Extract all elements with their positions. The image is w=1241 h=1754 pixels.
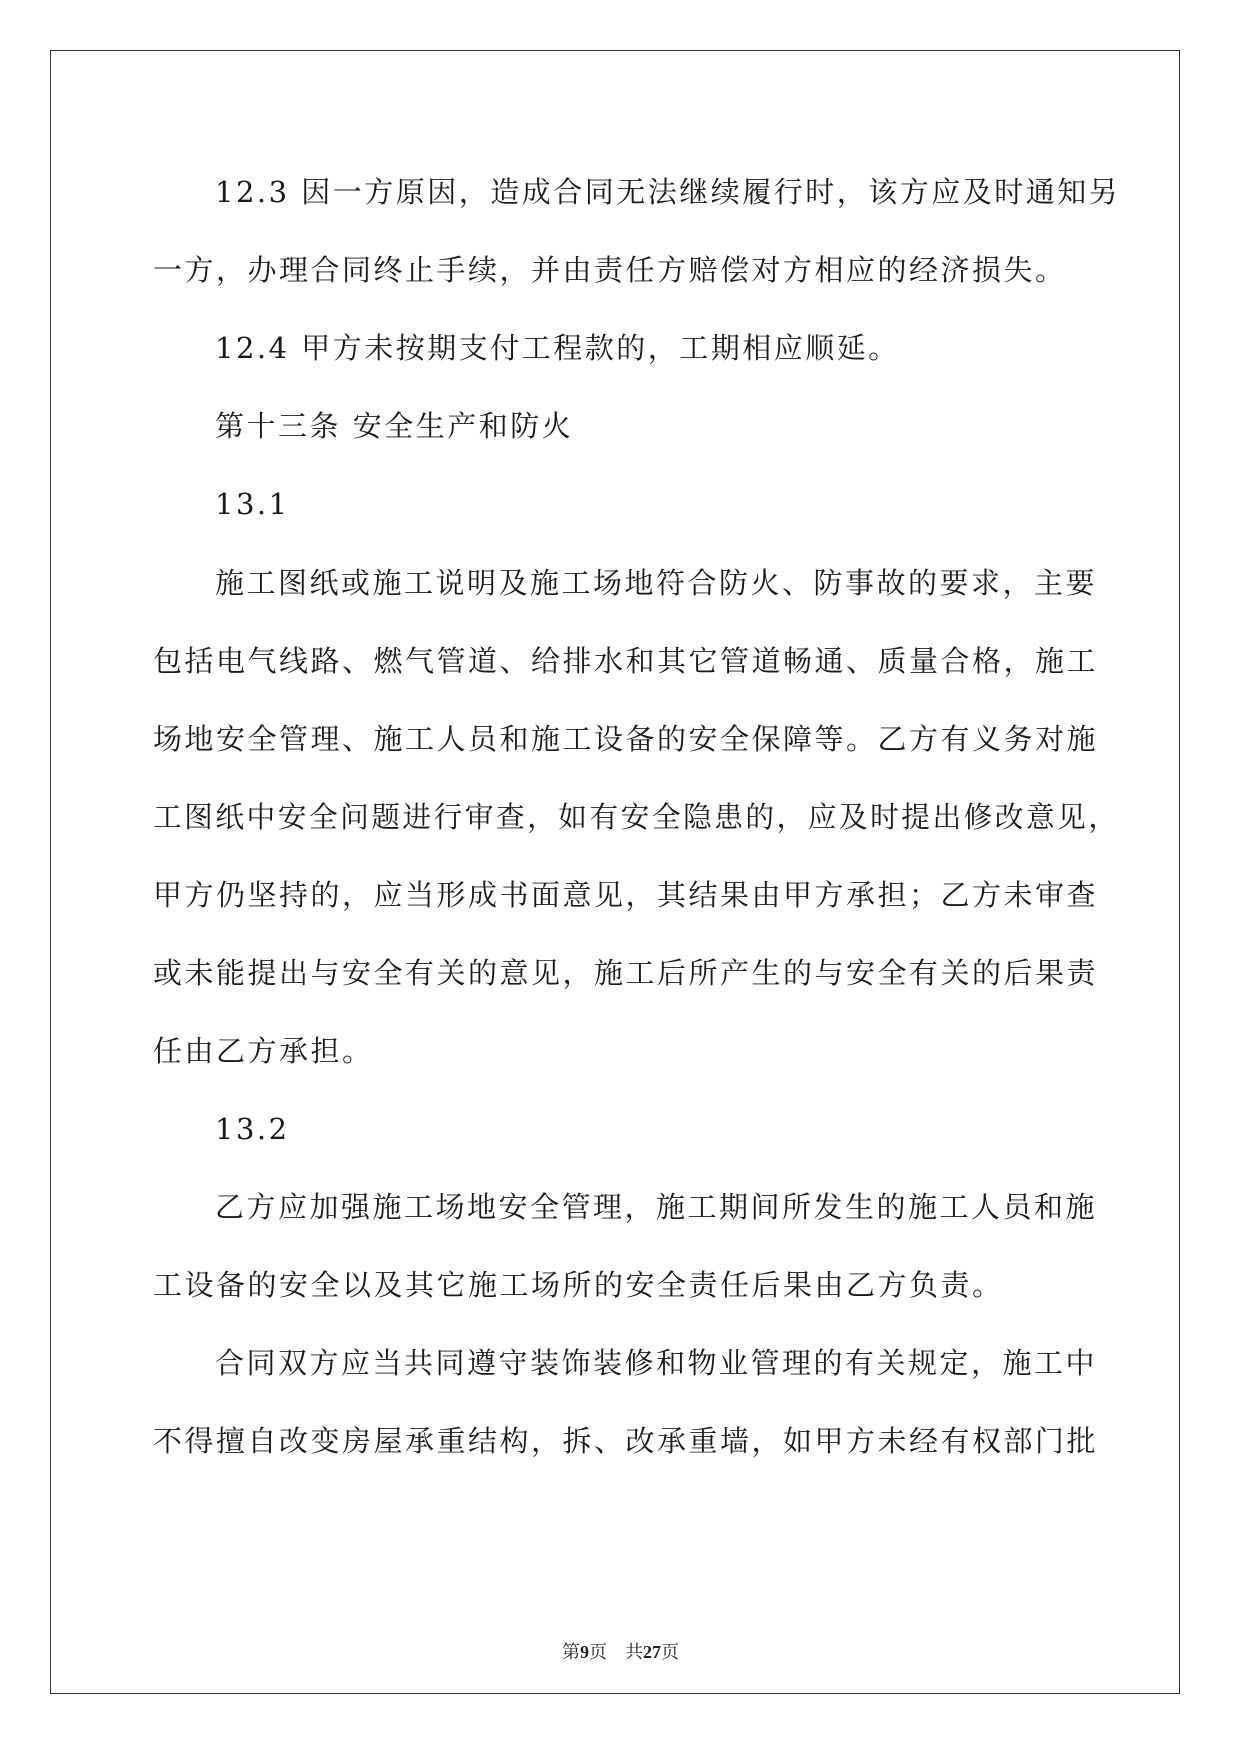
- text-line: 12.4 甲方未按期支付工程款的，工期相应顺延。: [215, 331, 900, 365]
- text-line: 工设备的安全以及其它施工场所的安全责任后果由乙方负责。: [153, 1268, 1004, 1302]
- text-line: 不得擅自改变房屋承重结构，拆、改承重墙，如甲方未经有权部门批: [153, 1424, 1099, 1458]
- text-line: 工图纸中安全问题进行审查，如有安全隐患的，应及时提出修改意见，: [153, 800, 1120, 834]
- text-line: 施工图纸或施工说明及施工场地符合防火、防事故的要求，主要: [215, 566, 1098, 600]
- text-line: 乙方应加强施工场地安全管理，施工期间所发生的施工人员和施: [215, 1190, 1098, 1224]
- text-line: 合同双方应当共同遵守装饰装修和物业管理的有关规定，施工中: [215, 1346, 1098, 1380]
- text-line: 甲方仍坚持的，应当形成书面意见，其结果由甲方承担；乙方未审查: [153, 878, 1099, 912]
- text-line: 任由乙方承担。: [153, 1034, 374, 1068]
- text-line: 一方，办理合同终止手续，并由责任方赔偿对方相应的经济损失。: [153, 253, 1067, 287]
- footer-suffix: 页: [661, 1642, 679, 1663]
- footer-prefix: 第: [562, 1642, 580, 1663]
- footer-middle: 页 共: [589, 1642, 643, 1663]
- text-line: 或未能提出与安全有关的意见，施工后所产生的与安全有关的后果责: [153, 956, 1099, 990]
- text-line: 12.3 因一方原因，造成合同无法继续履行时，该方应及时通知另: [215, 175, 1121, 209]
- text-line: 包括电气线路、燃气管道、给排水和其它管道畅通、质量合格，施工: [153, 644, 1099, 678]
- page-number: 9: [580, 1642, 589, 1662]
- text-line: 场地安全管理、施工人员和施工设备的安全保障等。乙方有义务对施: [153, 722, 1099, 756]
- total-pages: 27: [643, 1642, 661, 1662]
- clause-number: 13.2: [215, 1112, 290, 1146]
- page-footer: [0, 1641, 1241, 1664]
- clause-number: 13.1: [215, 487, 290, 521]
- section-heading: 第十三条 安全生产和防火: [215, 409, 574, 443]
